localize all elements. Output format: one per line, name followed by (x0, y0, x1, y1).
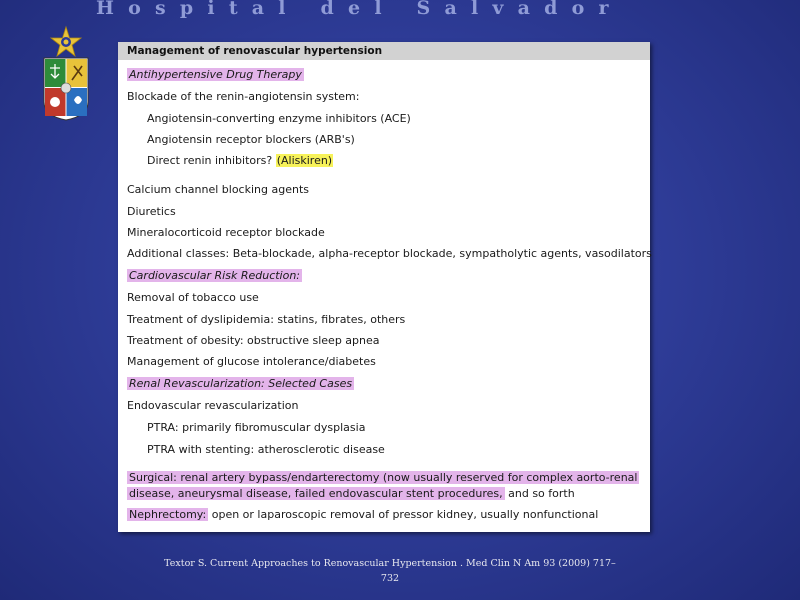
list-item: Calcium channel blocking agents (127, 183, 309, 196)
list-item: Diuretics (127, 205, 176, 218)
citation (140, 556, 640, 586)
panel-title: Management of renovascular hypertension (118, 42, 650, 60)
university-crest-icon (40, 24, 92, 124)
list-item: Blockade of the renin-angiotensin system: (127, 90, 360, 103)
list-item: Direct renin inhibitors? (Aliskiren) (147, 154, 333, 167)
list-item: Angiotensin-converting enzyme inhibitors (ACE) (147, 112, 411, 125)
citation-line-2: 732 (380, 573, 400, 584)
section-heading-drug-therapy: Antihypertensive Drug Therapy (129, 68, 302, 81)
surgical-line-1: Surgical: renal artery bypass/endarterectomy (now usually reserved for complex aorto-renal (129, 471, 638, 484)
management-table-panel (118, 42, 650, 532)
list-item: PTRA: primarily fibromuscular dysplasia (147, 421, 366, 434)
header-title: Hospital del Salvador (96, 0, 623, 19)
list-item: Mineralocorticoid receptor blockade (127, 226, 325, 239)
surgical-line-2: disease, aneurysmal disease, failed endovascular stent procedures, and so forth (129, 487, 575, 500)
nephrectomy-line: Nephrectomy: open or laparoscopic removal of pressor kidney, usually nonfunctional (129, 508, 599, 521)
section-heading-risk-reduction: Cardiovascular Risk Reduction: (129, 269, 301, 282)
citation-line-1: Textor S. Current Approaches to Renovascular Hypertension . Med Clin N Am 93 (2009) 717– (164, 558, 616, 569)
aliskiren-highlight: (Aliskiren) (276, 154, 333, 167)
section-heading-revascularization: Renal Revascularization: Selected Cases (129, 377, 353, 390)
list-item: Management of glucose intolerance/diabetes (127, 355, 376, 368)
list-item: Treatment of obesity: obstructive sleep apnea (127, 334, 380, 347)
list-item: PTRA with stenting: atherosclerotic disease (147, 443, 385, 456)
list-item: Removal of tobacco use (127, 291, 259, 304)
list-item: Additional classes: Beta-blockade, alpha-receptor blockade, sympatholytic agents, vasodilators (127, 247, 652, 260)
list-item: Angiotensin receptor blockers (ARB's) (147, 133, 355, 146)
list-item: Treatment of dyslipidemia: statins, fibrates, others (127, 313, 406, 326)
list-item: Endovascular revascularization (127, 399, 299, 412)
